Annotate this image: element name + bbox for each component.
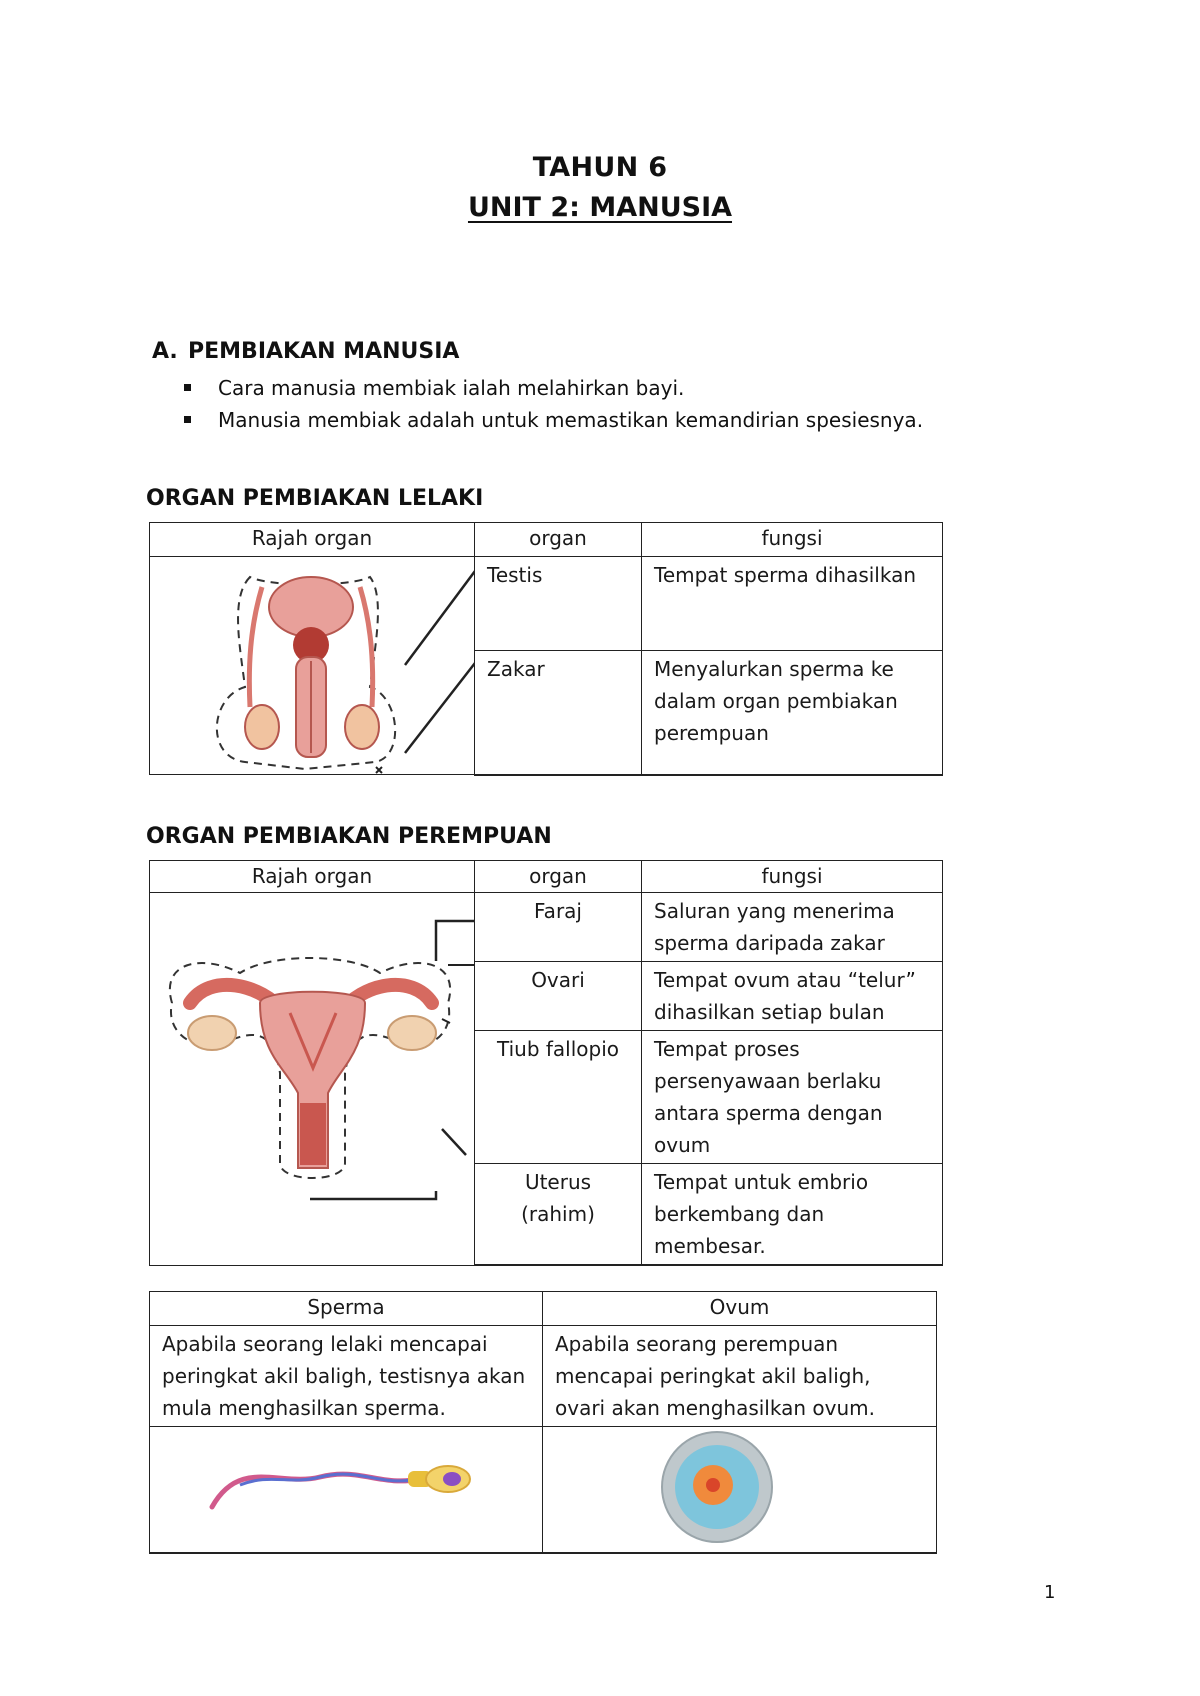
male-organ-table [149, 522, 943, 776]
right-ovary [388, 1016, 436, 1050]
column-header: fungsi [642, 861, 943, 893]
page-title-year: TAHUN 6 [532, 152, 668, 183]
sperm-illustration [150, 1427, 543, 1553]
column-header: organ [475, 523, 642, 557]
right-testis [345, 705, 379, 749]
bullet-square-icon [184, 416, 191, 423]
ovum-nucleolus [706, 1478, 720, 1492]
organ-name-cell: Faraj [475, 893, 642, 962]
female-organ-table [149, 860, 943, 1266]
bullet-item [152, 372, 923, 404]
organ-function-cell: Tempat sperma dihasilkan [642, 557, 943, 651]
section-a-heading [152, 336, 923, 368]
column-header: Ovum [543, 1292, 937, 1326]
table-header-row [150, 523, 943, 557]
section-a-letter: A. [152, 339, 178, 364]
right-tube [360, 587, 373, 707]
cells-table [149, 1291, 937, 1554]
male-reproductive-diagram [150, 557, 475, 775]
section-a [152, 336, 923, 436]
female-section-heading: ORGAN PEMBIAKAN PEREMPUAN [146, 824, 552, 849]
section-a-bullets [152, 372, 923, 436]
section-a-title: PEMBIAKAN MANUSIA [188, 339, 460, 364]
sperm-image-cell [150, 1427, 543, 1553]
table-header-row [150, 861, 943, 893]
ovum-description-cell: Apabila seorang perempuan mencapai peringkat akil baligh, ovari akan menghasilkan ovum. [543, 1326, 937, 1427]
organ-function-cell: Saluran yang menerima sperma daripada zakar [642, 893, 943, 962]
vagina [300, 1103, 326, 1165]
column-header: fungsi [642, 523, 943, 557]
ovum-image-cell [543, 1427, 937, 1553]
table-row [150, 1326, 937, 1427]
sperm-nucleus [443, 1472, 461, 1486]
tiub-pointer-line [442, 1019, 450, 1023]
male-diagram-cell [150, 557, 475, 775]
uterus-pointer-line [442, 1129, 466, 1155]
page-title-unit: UNIT 2: MANUSIA [467, 192, 733, 223]
column-header: Rajah organ [150, 861, 475, 893]
testis-pointer-line [405, 571, 475, 665]
left-testis [245, 705, 279, 749]
ovum-illustration [543, 1427, 937, 1553]
faraj-pointer-line [436, 921, 475, 961]
bullet-text: Manusia membiak adalah untuk memastikan kemandirian spesiesnya. [218, 408, 924, 432]
organ-function-cell: Menyalurkan sperma ke dalam organ pembiakan perempuan [642, 651, 943, 775]
organ-name-cell: Zakar [475, 651, 642, 775]
female-diagram-cell [150, 893, 475, 1266]
zakar-pointer-line [405, 663, 475, 753]
column-header: organ [475, 861, 642, 893]
organ-name-cell: Ovari [475, 962, 642, 1031]
male-section-heading: ORGAN PEMBIAKAN LELAKI [146, 486, 484, 511]
bullet-square-icon [184, 384, 191, 391]
title-block [0, 148, 1200, 228]
column-header: Rajah organ [150, 523, 475, 557]
sperm-description-cell: Apabila seorang lelaki mencapai peringkat akil baligh, testisnya akan mula menghasilkan sperma. [150, 1326, 543, 1427]
organ-function-cell: Tempat proses persenyawaan berlaku antara sperma dengan ovum [642, 1031, 943, 1164]
organ-name-cell: Tiub fallopio [475, 1031, 642, 1164]
organ-function-cell: Tempat ovum atau “telur” dihasilkan setiap bulan [642, 962, 943, 1031]
table-row [150, 557, 943, 651]
bullet-text: Cara manusia membiak ialah melahirkan bayi. [218, 376, 685, 400]
bullet-item [152, 404, 923, 436]
female-reproductive-diagram [150, 893, 475, 1243]
table-row [150, 1427, 937, 1553]
organ-name-cell: Uterus (rahim) [475, 1164, 642, 1266]
bracket-line [310, 1191, 436, 1199]
left-tube [249, 587, 262, 707]
organ-function-cell: Tempat untuk embrio berkembang dan membesar. [642, 1164, 943, 1266]
left-ovary [188, 1016, 236, 1050]
cross-mark [376, 767, 382, 773]
table-row [150, 893, 943, 962]
page-number: 1 [1044, 1582, 1056, 1603]
column-header: Sperma [150, 1292, 543, 1326]
organ-name-cell: Testis [475, 557, 642, 651]
table-header-row [150, 1292, 937, 1326]
